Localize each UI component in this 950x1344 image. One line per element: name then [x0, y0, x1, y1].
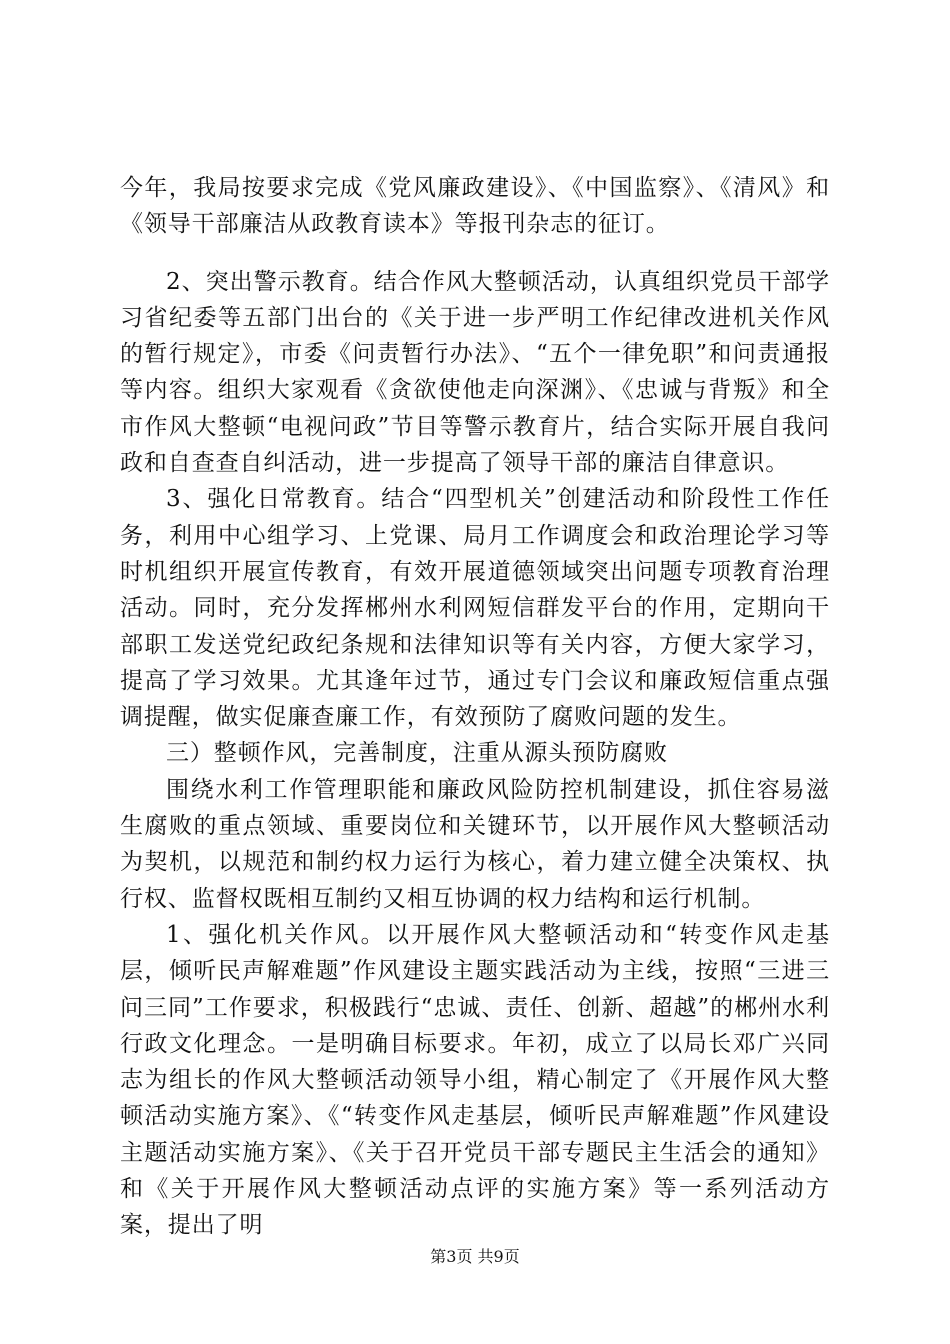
paragraph-daily-education: 3、强化日常教育。结合“四型机关”创建活动和阶段性工作任务，利用中心组学习、上党课、局月工作调度会和政治理论学习等时机组织开展宣传教育，有效开展道德领域突出问题专项教育治理活动。同时，充分发挥郴州水利网短信群发平台的作用，定期向干部职工发送党纪政纪条规和法律知识等有关内容，方便大家学习，提高了学习效果。尤其逢年过节，通过专门会议和廉政短信重点强调提醒，做实促廉查廉工作，有效预防了腐败问题的发生。 [120, 486, 830, 731]
paragraph-subscriptions: 今年，我局按要求完成《党风廉政建设》、《中国监察》、《清风》和《领导干部廉洁从政教育读本》等报刊杂志的征订。 [120, 175, 830, 238]
paragraph-warning-education: 2、突出警示教育。结合作风大整顿活动，认真组织党员干部学习省纪委等五部门出台的《关于进一步严明工作纪律改进机关作风的暂行规定》，市委《问责暂行办法》、“五个一律免职”和问责通报等内容。组织大家观看《贪欲使他走向深渊》、《忠诚与背叛》和全市作风大整顿“电视问政”节目等警示教育片，结合实际开展自我问政和自查查自纠活动，进一步提高了领导干部的廉洁自律意识。 [120, 268, 830, 477]
section-heading: 三）整顿作风，完善制度，注重从源头预防腐败 [166, 740, 668, 767]
paragraph-section-intro: 围绕水利工作管理职能和廉政风险防控机制建设，抓住容易滋生腐败的重点领域、重要岗位和关键环节，以开展作风大整顿活动为契机，以规范和制约权力运行为核心，着力建立健全决策权、执行权、监督权既相互制约又相互协调的权力结构和运行机制。 [120, 776, 830, 912]
paragraph-work-style: 1、强化机关作风。以开展作风大整顿活动和“转变作风走基层，倾听民声解难题”作风建设主题实践活动为主线，按照“三进三问三同”工作要求，积极践行“忠诚、责任、创新、超越”的郴州水利行政文化理念。一是明确目标要求。年初，成立了以局长邓广兴同志为组长的作风大整顿活动领导小组，精心制定了《开展作风大整顿活动实施方案》、《“转变作风走基层，倾听民声解难题”作风建设主题活动实施方案》、《关于召开党员干部专题民主生活会的通知》和《关于开展作风大整顿活动点评的实施方案》等一系列活动方案，提出了明 [120, 921, 830, 1239]
document-body [120, 170, 830, 1244]
page-number: 第3页 共9页 [430, 1247, 520, 1266]
